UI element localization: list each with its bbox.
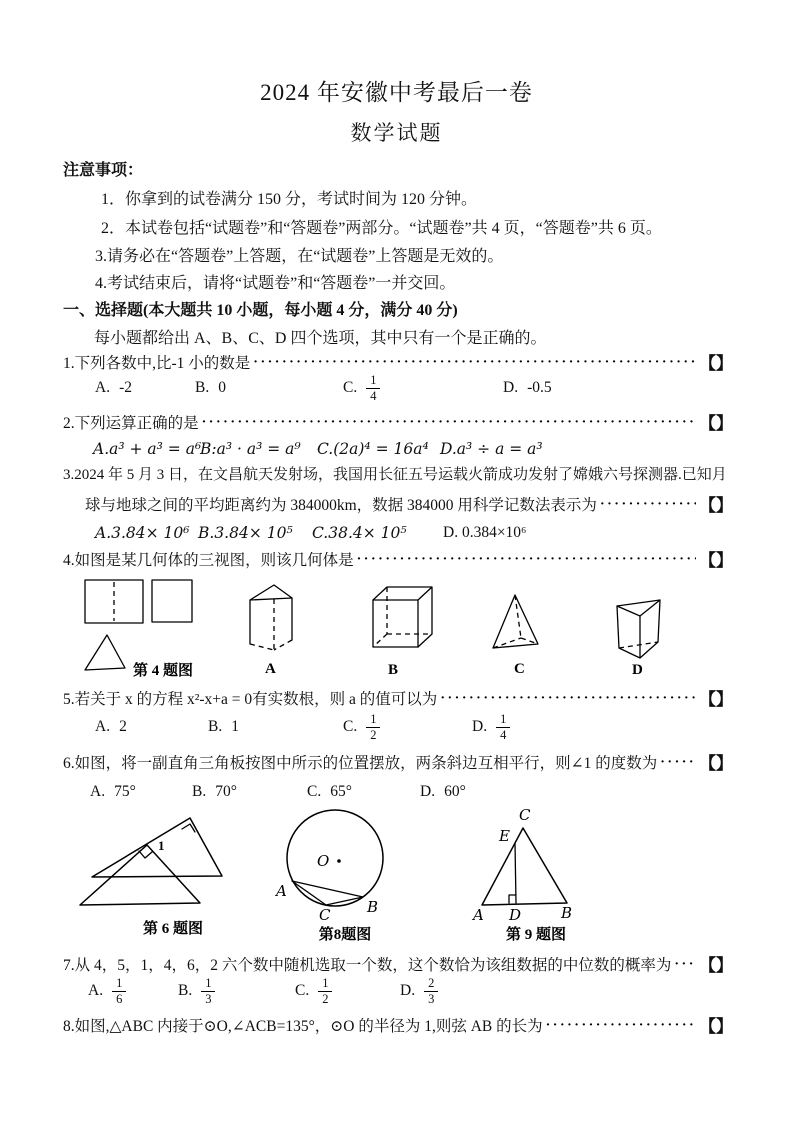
top-view-triangle	[85, 635, 125, 670]
point-c-label: C	[519, 806, 531, 824]
question-2-options	[63, 434, 733, 464]
option-c	[343, 373, 380, 403]
option-a	[95, 373, 132, 403]
answer-bracket: 【】	[699, 1017, 733, 1036]
option-value: -2	[119, 379, 132, 396]
question-6-options	[63, 777, 733, 807]
option-value: -0.5	[527, 379, 552, 396]
question-3-options	[63, 518, 733, 548]
option-a: A.a³ + a³ = a⁶	[93, 440, 202, 458]
dot-leader	[440, 689, 696, 707]
figure-6-triangles	[80, 818, 222, 905]
option-label: D.	[503, 379, 519, 396]
option-b: B.3.84× 10⁵	[198, 524, 293, 542]
option-d: D. 0.384×10⁶	[443, 524, 527, 541]
figure-9-caption: 第 9 题图	[505, 927, 567, 943]
option-a: A.3.84× 10⁶	[95, 524, 190, 542]
option-d: D. 60°	[420, 783, 466, 800]
question-4-figure	[63, 570, 733, 688]
point-c-label: C	[319, 906, 331, 924]
option-d: D. $\frac{1}{4}$	[472, 712, 510, 742]
option-b-label: B	[388, 662, 399, 678]
option-b: B. 1	[208, 718, 239, 735]
section-note: 每小题都给出 A、B、C、D 四个选项，其中只有一个是正确的。	[94, 330, 547, 347]
solid-option-b-cube	[373, 587, 432, 647]
notice-heading: 注意事项：	[63, 162, 144, 179]
question-2-stem: 2.下列运算正确的是	[63, 414, 199, 432]
question-7-options	[63, 976, 733, 1006]
question-1-options	[63, 373, 733, 403]
question-8-stem: 8.如图,△ABC 内接于⊙O,∠ACB=135°，⊙O 的半径为 1,则弦 AB 的长为	[63, 1017, 543, 1035]
question-5-stem: 5.若关于 x 的方程 x²-x+a = 0有实数根，则 a 的值可以为	[63, 690, 438, 708]
option-c: C.(2a)⁴ = 16a⁴	[317, 440, 429, 458]
notice-item-1: 1．你拿到的试卷满分 150 分，考试时间为 120 分钟。	[101, 191, 478, 208]
question-5-stem-row	[63, 685, 733, 710]
answer-bracket: 【】	[699, 354, 733, 373]
question-4-stem-row	[63, 546, 733, 571]
answer-bracket: 【】	[699, 754, 733, 773]
center-dot	[337, 859, 341, 863]
point-b-label: B	[367, 898, 379, 916]
question-3-stem-row2	[85, 491, 733, 516]
solid-option-d-prism	[617, 600, 660, 658]
option-c: C.38.4× 10⁵	[312, 524, 407, 542]
point-b-label: B	[561, 904, 573, 922]
page-subtitle: 数学试题	[350, 121, 443, 145]
dot-leader	[600, 495, 696, 513]
answer-bracket: 【】	[699, 956, 733, 975]
option-c: C. $\frac{1}{2}$	[343, 712, 380, 742]
dot-leader	[660, 753, 696, 771]
question-2-stem-row	[63, 409, 733, 434]
notice-item-4: 4.考试结束后，请将“试题卷”和“答题卷”一并交回。	[95, 275, 456, 292]
point-d-label: D	[509, 906, 522, 924]
option-d: D.a³ ÷ a = a³	[440, 440, 543, 458]
side-view-rect	[152, 580, 192, 622]
figures-row	[63, 805, 733, 945]
figure-8-circle	[274, 810, 383, 924]
figure-8-caption: 第8题图	[318, 927, 372, 943]
notice-item-3: 3.请务必在“答题卷”上答题，在“试题卷”上答题是无效的。	[95, 248, 504, 265]
fraction: $\frac{1}{2}$	[318, 977, 332, 1006]
solid-option-c-pyramid	[493, 595, 538, 648]
dot-leader	[202, 413, 696, 431]
option-c-label: C	[514, 661, 525, 677]
point-a-label: A	[473, 906, 484, 924]
option-d: D. $\frac{2}{3}$	[400, 976, 438, 1006]
dot-leader	[674, 955, 696, 973]
question-5-options	[63, 712, 733, 742]
figure-6-caption: 第 6 题图	[142, 921, 204, 937]
dot-leader	[546, 1016, 696, 1034]
option-label: C.	[343, 379, 358, 396]
option-value: 0	[218, 379, 226, 396]
angle-1-label: 1	[158, 838, 165, 853]
question-7-stem-row	[63, 951, 733, 976]
question-1-stem: 1.下列各数中,比-1 小的数是	[63, 354, 251, 372]
question-6-stem-row	[63, 749, 733, 774]
option-c: C. $\frac{1}{2}$	[295, 976, 332, 1006]
option-a: A. 75°	[90, 783, 136, 800]
option-b	[195, 373, 226, 403]
fraction: $\frac{1}{3}$	[201, 977, 215, 1006]
fraction: $\frac{2}{3}$	[424, 977, 438, 1006]
fraction: $\frac{1}{6}$	[112, 977, 126, 1006]
page-title: 2024 年安徽中考最后一卷	[260, 80, 533, 105]
question-8-stem-row	[63, 1012, 733, 1037]
fraction: $\frac{1}{4}$	[366, 374, 380, 403]
option-b: B:a³ · a³ = a⁹	[200, 440, 301, 458]
option-label: B.	[195, 379, 210, 396]
figure-9-triangle	[471, 806, 572, 924]
question-4-stem: 4.如图是某几何体的三视图，则该几何体是	[63, 551, 354, 569]
dot-leader	[253, 353, 696, 371]
option-d	[503, 373, 552, 403]
notice-item-2: 2．本试卷包括“试题卷”和“答题卷”两部分。“试题卷”共 4 页，“答题卷”共 6 页。	[101, 220, 662, 237]
figure-4-caption: 第 4 题图	[133, 663, 194, 679]
option-a: A. $\frac{1}{6}$	[88, 976, 126, 1006]
section-heading: 一、选择题(本大题共 10 小题，每小题 4 分，满分 40 分)	[63, 302, 458, 319]
question-7-stem: 7.从 4，5，1，4，6，2 六个数中随机选取一个数，这个数恰为该组数据的中位数的概率为	[63, 956, 672, 974]
option-a-label: A	[265, 661, 276, 677]
answer-bracket: 【】	[699, 496, 733, 515]
option-b: B. 70°	[192, 783, 237, 800]
question-3-stem-line2: 球与地球之间的平均距离约为 384000km，数据 384000 用科学记数法表示为	[85, 496, 597, 514]
solid-option-a-prism	[250, 585, 292, 650]
point-a-label: A	[276, 882, 287, 900]
center-o-label: O	[317, 852, 330, 870]
fraction: $\frac{1}{4}$	[496, 713, 510, 742]
option-a: A. 2	[95, 718, 127, 735]
dot-leader	[357, 550, 696, 568]
answer-bracket: 【】	[699, 414, 733, 433]
point-e-label: E	[499, 827, 510, 845]
answer-bracket: 【】	[699, 551, 733, 570]
question-3-stem-line1: 3.2024 年 5 月 3 日，在文昌航天发射场，我国用长征五号运载火箭成功发射了嫦娥六号探测器.已知月	[63, 467, 727, 483]
question-1-stem-row	[63, 349, 733, 374]
option-b: B. $\frac{1}{3}$	[178, 976, 215, 1006]
question-6-stem: 6.如图，将一副直角三角板按图中所示的位置摆放，两条斜边互相平行，则∠1 的度数为	[63, 754, 658, 772]
option-label: A.	[95, 379, 111, 396]
fraction: $\frac{1}{2}$	[366, 713, 380, 742]
option-c: C. 65°	[307, 783, 352, 800]
answer-bracket: 【】	[699, 690, 733, 709]
option-d-label: D	[632, 662, 643, 678]
